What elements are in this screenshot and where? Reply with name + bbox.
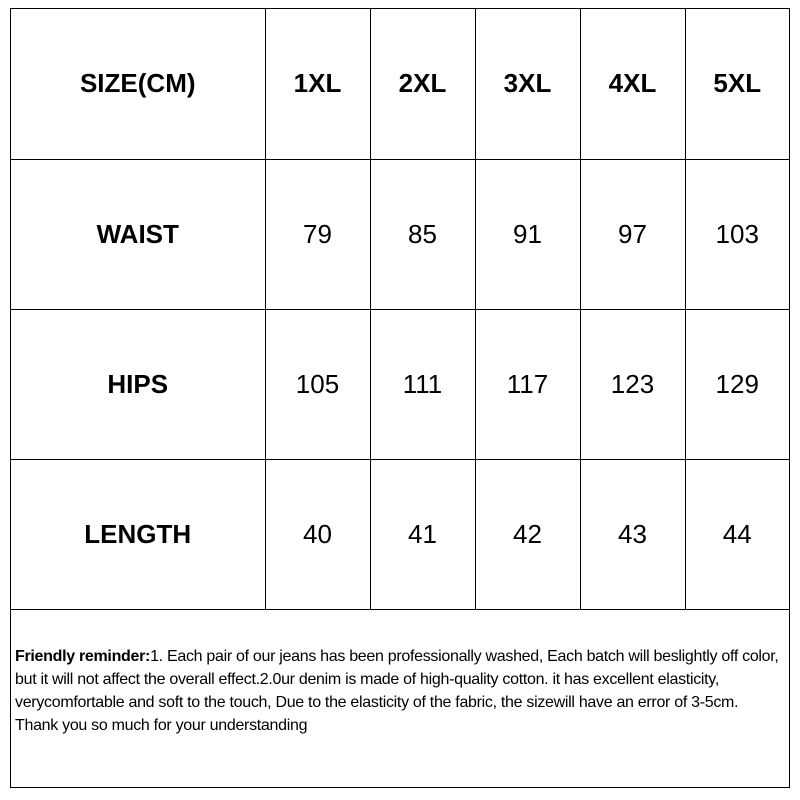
- table-cell: 42: [475, 459, 580, 609]
- size-chart: [10, 8, 790, 788]
- row-label-waist: WAIST: [11, 159, 265, 309]
- table-row-hips: [11, 309, 789, 459]
- row-label-length: LENGTH: [11, 459, 265, 609]
- reminder-lead: Friendly reminder:: [15, 648, 151, 665]
- table-cell: 97: [580, 159, 685, 309]
- table-cell: 91: [475, 159, 580, 309]
- table-cell: 129: [685, 309, 789, 459]
- reminder-thanks: Thank you so much for your understanding: [15, 717, 308, 734]
- table-cell: 85: [370, 159, 475, 309]
- table-cell: 79: [265, 159, 370, 309]
- table-row-waist: [11, 159, 789, 309]
- friendly-reminder: [15, 645, 781, 737]
- table-cell: 117: [475, 309, 580, 459]
- table-cell: 105: [265, 309, 370, 459]
- reminder-body: 1. Each pair of our jeans has been professionally washed, Each batch will beslightly off color, but it will not affect the overall effect.2.0ur denim is made of high-quality cotton. it has excellent elasticity, verycomfortable and soft to the touch, Due to the elasticity of the fabric, the sizewill have an error of 3-5cm.: [15, 648, 779, 711]
- table-cell: 111: [370, 309, 475, 459]
- table-header-row: [11, 9, 789, 159]
- header-4xl: 4XL: [580, 9, 685, 159]
- header-5xl: 5XL: [685, 9, 789, 159]
- header-3xl: 3XL: [475, 9, 580, 159]
- table-cell: 44: [685, 459, 789, 609]
- table-cell: 103: [685, 159, 789, 309]
- table-row-length: [11, 459, 789, 609]
- reminder-text: [15, 645, 781, 714]
- table-cell: 123: [580, 309, 685, 459]
- size-table: [11, 9, 789, 610]
- table-cell: 43: [580, 459, 685, 609]
- table-cell: 40: [265, 459, 370, 609]
- row-label-hips: HIPS: [11, 309, 265, 459]
- header-1xl: 1XL: [265, 9, 370, 159]
- header-size-cm: SIZE(CM): [11, 9, 265, 159]
- table-cell: 41: [370, 459, 475, 609]
- header-2xl: 2XL: [370, 9, 475, 159]
